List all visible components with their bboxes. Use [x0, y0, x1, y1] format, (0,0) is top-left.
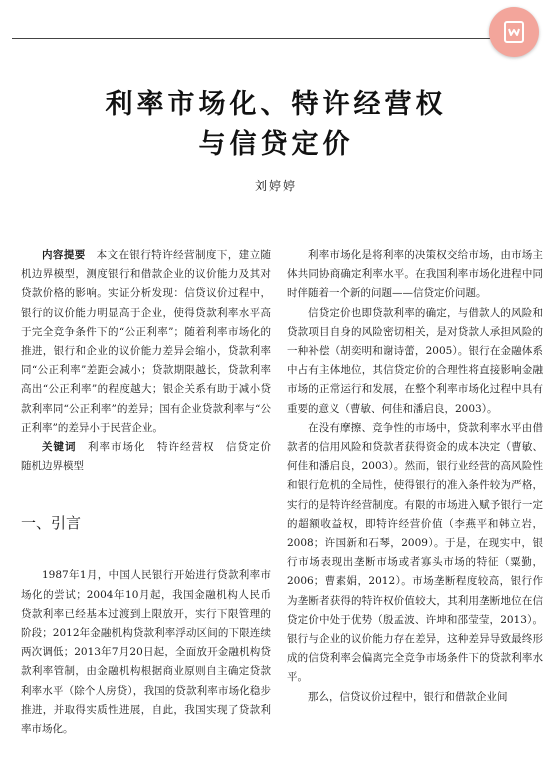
keywords-text: 利率市场化 特许经营权 信贷定价 随机边界模型: [21, 441, 282, 473]
paragraph: 利率市场化是将利率的决策权交给市场，由市场主体共同协商确定利率水平。在我国利率市场化进程中同时伴随着一个新的问题——信贷定价问题。: [287, 249, 543, 300]
abstract-label: 内容提要: [42, 249, 86, 261]
paragraph: 在没有摩擦、竞争性的市场中，贷款利率水平由借款者的信用风险和贷款者获得资金的成本决定（曹敏、何佳和潘启良，2003）。然而，银行业经营的高风险性和银行危机的全局性，使得银行的准入条件较为严格，实行的是特许经营制度。有限的市场进入赋予银行一定的超额收益权，即特许经营价值（李燕平和韩立岩，2008；许国新和石琴，2009）。于是，在现实中，银行市场表现出垄断市场或者寡头市场的特征（粟勤，2006；曹素娟，2012）。市场垄断程度较高，银行作为垄断者获得的特许权价值较大，其利用垄断地位在信贷定价中处于优势（殷孟波、许坤和邵莹莹，2013）。银行与企业的议价能力存在差异，这种差异导致最终形成的信贷利率会偏离完全竞争市场条件下的贷款利率水平。: [287, 421, 543, 684]
author: 刘婷婷: [254, 179, 297, 193]
keywords: [21, 438, 282, 476]
left-column: [21, 246, 282, 739]
top-rule: [12, 38, 518, 39]
abstract-text: 本文在银行特许经营制度下，建立随机边界模型，测度银行和借款企业的议价能力及其对贷款价格的影响。实证分析发现：信贷议价过程中，银行的议价能力明显高于企业，使得贷款利率水平高于完全竞争条件下的“公正利率”；随着利率市场化的推进，银行和企业的议价能力差异会缩小，贷款利率同“公正利率”差距会减小；贷款期限越长，贷款利率高出“公正利率”的程度越大；银企关系有助于减小贷款利率同“公正利率”的差异；国有企业贷款利率与“公正利率”的差异小于民营企业。: [21, 249, 272, 434]
keywords-label: 关键词: [42, 441, 77, 454]
paragraph: 信贷定价也即贷款利率的确定，与借款人的风险和贷款项目自身的风险密切相关，是对贷款人承担风险的一种补偿（胡奕明和谢诗蕾，2005）。银行在金融体系中占有主体地位，其信贷定价的合理性将直接影响金融市场的正常运行和发展，在整个利率市场化过程中具有重要的意义（曹敏、何佳和潘启良，2003）。: [287, 306, 543, 415]
article-title-line2: 与信贷定价: [198, 129, 354, 160]
abstract: [21, 246, 271, 438]
right-column: [287, 246, 543, 707]
paragraph: 那么，信贷议价过程中，银行和借款企业间: [308, 690, 508, 703]
intro-paragraph: 1987年1月，中国人民银行开始进行贷款利率市场化的尝试；2004年10月起，我国金融机构人民币贷款利率已经基本过渡到上限放开，实行下限管理的阶段；2012年金融机构贷款利率浮动区间的下限连续两次调低；2013年7月20日起，全面放开金融机构贷款利率管制，由金融机构根据商业原则自主确定贷款利率水平（除个人房贷），我国的贷款利率市场化稳步推进，并取得实质性进展，自此，我国实现了贷款利率市场化。: [21, 569, 271, 736]
section-heading: 一、引言: [21, 514, 82, 533]
document-convert-icon: [501, 19, 527, 45]
article-title-line1: 利率市场化、特许经营权: [105, 89, 447, 120]
floating-action-button[interactable]: [489, 7, 539, 57]
